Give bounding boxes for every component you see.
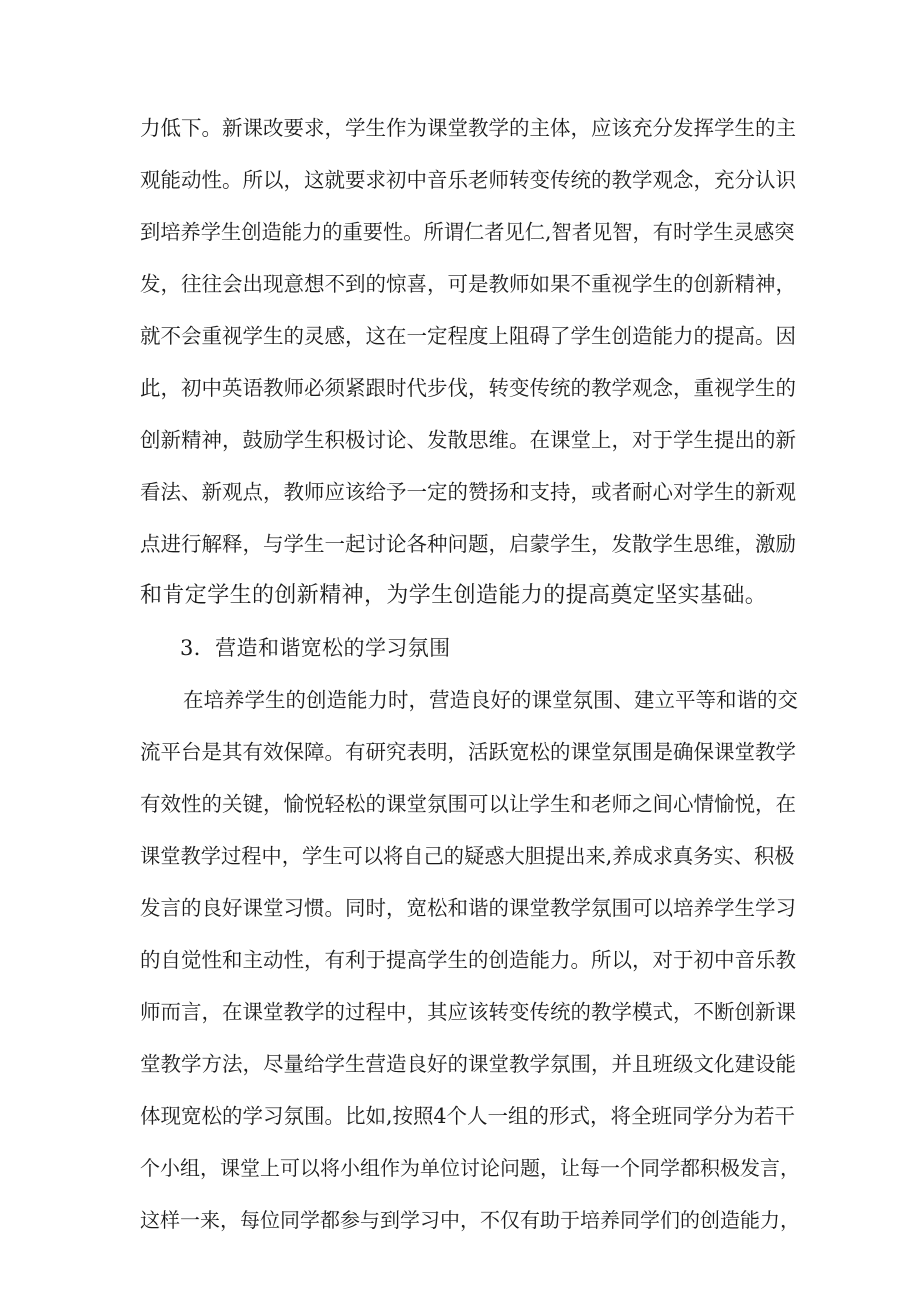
paragraph-line: 力低下。新课改要求，学生作为课堂教学的主体，应该充分发挥学生的主 [140, 116, 796, 140]
paragraph-line: 发，往往会出现意想不到的惊喜，可是教师如果不重视学生的创新精神， [140, 272, 796, 296]
paragraph-line-last: 和肯定学生的创新精神，为学生创造能力的提高奠定坚实基础。 [140, 583, 768, 608]
paragraph-line: 到培养学生创造能力的重要性。所谓仁者见仁,智者见智，有时学生灵感突 [140, 220, 795, 244]
paragraph-line: 此，初中英语教师必须紧跟时代步伐，转变传统的教学观念，重视学生的 [140, 376, 796, 400]
paragraph-line: 的自觉性和主动性，有利于提高学生的创造能力。所以，对于初中音乐教 [140, 948, 796, 972]
paragraph-first-line: 在培养学生的创造能力时，营造良好的课堂氛围、建立平等和谐的交 [183, 688, 798, 712]
paragraph-line: 个小组，课堂上可以将小组作为单位讨论问题，让每一个同学都积极发言， [140, 1156, 800, 1180]
paragraph-line: 堂教学方法，尽量给学生营造良好的课堂教学氛围，并且班级文化建设能 [140, 1052, 796, 1076]
paragraph-line: 创新精神，鼓励学生积极讨论、发散思维。在课堂上，对于学生提出的新 [140, 428, 796, 452]
paragraph-line: 师而言，在课堂教学的过程中，其应该转变传统的教学模式，不断创新课 [140, 1000, 796, 1024]
paragraph-line: 就不会重视学生的灵感，这在一定程度上阻碍了学生创造能力的提高。因 [140, 324, 796, 348]
paragraph-line: 这样一来，每位同学都参与到学习中，不仅有助于培养同学们的创造能力， [140, 1208, 800, 1232]
paragraph-line: 观能动性。所以，这就要求初中音乐老师转变传统的教学观念，充分认识 [140, 168, 796, 192]
paragraph-line: 体现宽松的学习氛围。比如,按照4个人一组的形式，将全班同学分为若干 [140, 1104, 796, 1128]
paragraph-line: 课堂教学过程中，学生可以将自己的疑惑大胆提出来,养成求真务实、积极 [140, 844, 795, 868]
paragraph-line: 看法、新观点，教师应该给予一定的赞扬和支持，或者耐心对学生的新观 [140, 480, 796, 504]
paragraph-line: 有效性的关键，愉悦轻松的课堂氛围可以让学生和老师之间心情愉悦，在 [140, 792, 796, 816]
paragraph-line: 流平台是其有效保障。有研究表明，活跃宽松的课堂氛围是确保课堂教学 [140, 740, 796, 764]
paragraph-line: 点进行解释，与学生一起讨论各种问题，启蒙学生，发散学生思维，激励 [140, 532, 796, 556]
section-heading: 3．营造和谐宽松的学习氛围 [180, 636, 451, 660]
paragraph-line: 发言的良好课堂习惯。同时，宽松和谐的课堂教学氛围可以培养学生学习 [140, 896, 796, 920]
